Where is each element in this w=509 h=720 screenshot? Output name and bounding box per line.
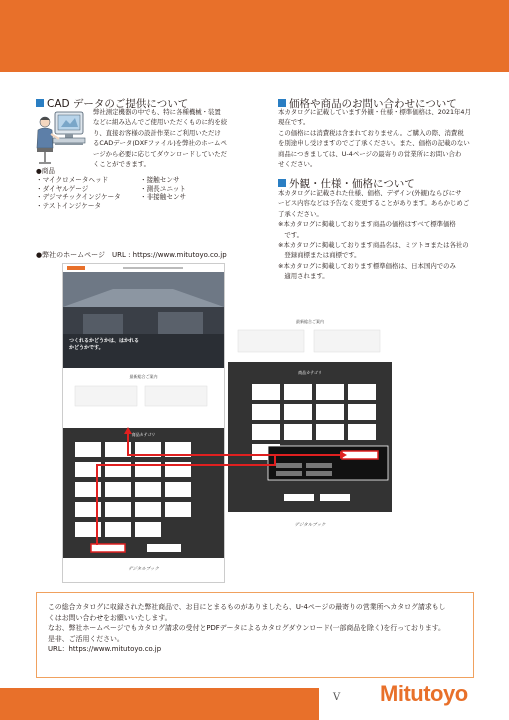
products-list-right: ・接触センサ ・測長ユニット ・非接触センサ bbox=[140, 176, 187, 202]
page-number: V bbox=[333, 692, 341, 703]
cad-section-title: CAD データのご提供について bbox=[36, 96, 188, 111]
products-heading: ●商品 bbox=[36, 167, 55, 175]
product-category-heading: 商品カテゴリ bbox=[131, 432, 156, 437]
spec-section-title: 外観・仕様・価格について bbox=[278, 176, 415, 191]
product-category-heading: 商品カテゴリ bbox=[298, 370, 322, 375]
spec-section-body: 本カタログに記載された仕様、価格、デザイン(外観)ならびにサ ービス内容などは予告なく変更することがあります。あらかじめご 了承ください。 ※本カタログに掲載しております商品の価格はすべて標準価格 です。 ※本カタログに掲載しております商品名は、ミツトヨまたは各社の 登録商標または商標です。 ※本カタログに掲載しております標準価格は、日本国内でのみ 適用されます。 bbox=[278, 189, 470, 281]
cad-section-body: 弊社測定機器の中でも、特に各種機械・装置 などに組み込んでご使用いただくものに約を絞 り、直接お客様の設計作業にご利用いただけ るCADデータ(DXFファイル)を弊社のホームペ ージから必要に応じてダウンロードしていただ くことができます。 bbox=[93, 108, 228, 169]
hero-text: つくれるかどうかは、はかれるかどうかです。 bbox=[69, 338, 140, 351]
latest-guide-heading: 最新総合ご案内 bbox=[296, 319, 324, 324]
products-list-left: ・マイクロメータヘッド ・ダイヤルゲージ ・デジマチックインジケータ ・テストインジケータ bbox=[36, 176, 121, 210]
digital-book-label: デジタルブック bbox=[294, 523, 326, 528]
mitutoyo-logo: Mitutoyo bbox=[380, 681, 468, 706]
price-section-body: 本カタログに記載しています外観・仕様・標準価格は、2021年4月 現在です。 この価格には消費税は含まれておりません。ご購入の際、消費税 を別途申し受けますのでご了承ください。また、価格の記載のない 商品につきましては、U-4ページの最寄りの営業所にお問い合わ せください。 bbox=[278, 108, 471, 169]
digital-book-label: デジタルブック bbox=[128, 567, 159, 572]
bottom-orange-bar bbox=[0, 688, 319, 720]
homepage-url-label: ●弊社のホームページ URL : https://www.mitutoyo.co.jp bbox=[36, 251, 227, 259]
price-section-title: 価格や商品のお問い合わせについて bbox=[278, 96, 457, 111]
catalog-notice-box: この総合カタログに収録された弊社商品で、お目にとまるものがありましたら、U-4ページの最寄りの営業所へカタログ請求もし くはお問い合わせをお願いいたします。 なお、弊社ホームページでもカタログ請求の受付とPDFデータによるカタログダウンロード(一部商品を除く)を行っております。 是非、ご活用ください。 URL：https://www.mitutoyo.co.jp bbox=[36, 592, 474, 678]
latest-guide-heading: 最新総合ご案内 bbox=[129, 374, 158, 379]
